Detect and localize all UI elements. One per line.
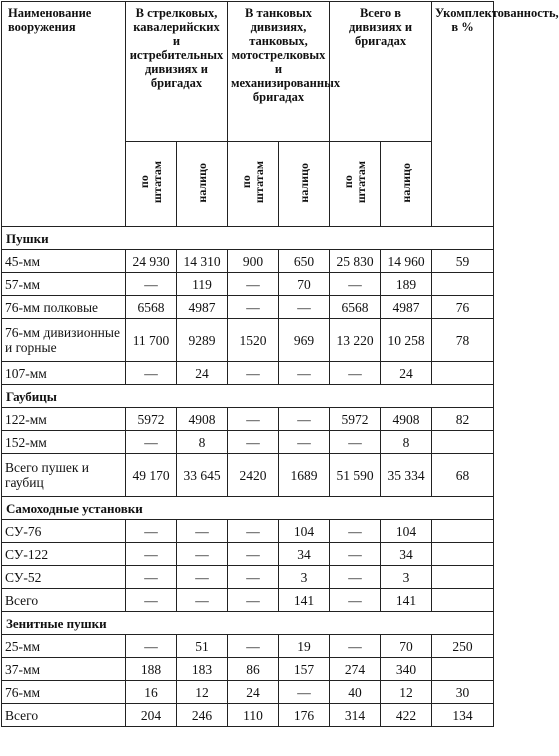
table-row — [2, 296, 494, 319]
cell-value: — — [330, 362, 381, 385]
cell-value: 969 — [279, 319, 330, 362]
cell-value: 5972 — [330, 408, 381, 431]
cell-value: 104 — [279, 520, 330, 543]
cell-value: 246 — [177, 704, 228, 727]
cell-value: 25 830 — [330, 250, 381, 273]
cell-value: — — [330, 273, 381, 296]
cell-value: — — [228, 296, 279, 319]
cell-value: 340 — [381, 658, 432, 681]
table-row — [2, 566, 494, 589]
cell-value: 33 645 — [177, 454, 228, 497]
header-completeness: Укомплектованность, в % — [432, 2, 494, 227]
cell-value: — — [228, 408, 279, 431]
row-label: 25-мм — [2, 635, 126, 658]
cell-value: 1520 — [228, 319, 279, 362]
cell-value: 141 — [381, 589, 432, 612]
table-row — [2, 319, 494, 362]
table-row — [2, 408, 494, 431]
row-label: Всего пушек и гаубиц — [2, 454, 126, 497]
row-label: 76-мм дивизионные и горные — [2, 319, 126, 362]
row-label: 76-мм полковые — [2, 296, 126, 319]
cell-value: — — [228, 362, 279, 385]
row-label: 76-мм — [2, 681, 126, 704]
row-label: 57-мм — [2, 273, 126, 296]
row-label: 152-мм — [2, 431, 126, 454]
cell-value: — — [279, 408, 330, 431]
table-row — [2, 362, 494, 385]
row-label: 122-мм — [2, 408, 126, 431]
cell-value: — — [279, 681, 330, 704]
header-total-divisions: Всего в дивизиях и бригадах — [330, 2, 432, 142]
cell-value: 8 — [177, 431, 228, 454]
cell-percent: 134 — [432, 704, 494, 727]
armament-table — [1, 1, 559, 727]
cell-value: 70 — [381, 635, 432, 658]
table-row — [2, 704, 494, 727]
cell-value: 650 — [279, 250, 330, 273]
cell-value: — — [126, 589, 177, 612]
cell-value: 157 — [279, 658, 330, 681]
row-label: Всего — [2, 589, 126, 612]
cell-value: 34 — [381, 543, 432, 566]
cell-value: 6568 — [330, 296, 381, 319]
subheader-by-staff: по штатам — [228, 142, 279, 227]
row-label: 107-мм — [2, 362, 126, 385]
cell-value: 86 — [228, 658, 279, 681]
cell-value: 19 — [279, 635, 330, 658]
cell-value: 900 — [228, 250, 279, 273]
table-row — [2, 273, 494, 296]
cell-value: 49 170 — [126, 454, 177, 497]
row-label: Всего — [2, 704, 126, 727]
cell-value: 4987 — [177, 296, 228, 319]
subheader-on-hand: налицо — [279, 142, 330, 227]
cell-value: — — [228, 543, 279, 566]
cell-value: 24 — [177, 362, 228, 385]
cell-value: — — [126, 431, 177, 454]
section-self-propelled: Самоходные установки — [2, 497, 494, 520]
cell-value: 13 220 — [330, 319, 381, 362]
cell-value: 314 — [330, 704, 381, 727]
cell-percent — [432, 566, 494, 589]
cell-percent — [432, 362, 494, 385]
cell-value: — — [330, 543, 381, 566]
cell-value: — — [330, 566, 381, 589]
cell-value: — — [126, 362, 177, 385]
cell-value: 5972 — [126, 408, 177, 431]
section-anti-aircraft: Зенитные пушки — [2, 612, 494, 635]
row-label: СУ-76 — [2, 520, 126, 543]
cell-value: 6568 — [126, 296, 177, 319]
cell-value: 1689 — [279, 454, 330, 497]
cell-percent: 250 — [432, 635, 494, 658]
cell-value: 189 — [381, 273, 432, 296]
table-row — [2, 658, 494, 681]
cell-value: 183 — [177, 658, 228, 681]
cell-value: 422 — [381, 704, 432, 727]
cell-value: — — [279, 362, 330, 385]
cell-value: 24 — [381, 362, 432, 385]
cell-value: 14 960 — [381, 250, 432, 273]
cell-value: — — [177, 520, 228, 543]
cell-value: — — [126, 566, 177, 589]
cell-value: — — [279, 431, 330, 454]
row-label: 37-мм — [2, 658, 126, 681]
cell-percent — [432, 273, 494, 296]
section-guns: Пушки — [2, 227, 494, 250]
cell-percent — [432, 658, 494, 681]
subheader-by-staff: по штатам — [126, 142, 177, 227]
cell-value: 34 — [279, 543, 330, 566]
cell-percent: 59 — [432, 250, 494, 273]
cell-value: 16 — [126, 681, 177, 704]
cell-percent: 30 — [432, 681, 494, 704]
subheader-on-hand: налицо — [177, 142, 228, 227]
cell-value: — — [330, 635, 381, 658]
cell-value: — — [126, 273, 177, 296]
row-label: 45-мм — [2, 250, 126, 273]
header-rifle-divisions: В стрелковых, кавалерийских и истребительных дивизиях и бригадах — [126, 2, 228, 142]
cell-percent — [432, 520, 494, 543]
cell-value: 12 — [381, 681, 432, 704]
cell-value: — — [177, 543, 228, 566]
cell-value: 119 — [177, 273, 228, 296]
cell-value: 141 — [279, 589, 330, 612]
cell-value: 70 — [279, 273, 330, 296]
cell-percent — [432, 589, 494, 612]
cell-value: — — [330, 520, 381, 543]
cell-value: — — [330, 431, 381, 454]
cell-value: 3 — [381, 566, 432, 589]
table-row — [2, 543, 494, 566]
cell-value: — — [228, 520, 279, 543]
cell-value: 51 — [177, 635, 228, 658]
cell-value: — — [279, 296, 330, 319]
cell-value: — — [228, 589, 279, 612]
cell-value: 14 310 — [177, 250, 228, 273]
cell-percent: 76 — [432, 296, 494, 319]
cell-percent: 78 — [432, 319, 494, 362]
cell-value: — — [228, 431, 279, 454]
cell-value: — — [228, 566, 279, 589]
cell-value: 8 — [381, 431, 432, 454]
cell-value: 51 590 — [330, 454, 381, 497]
cell-value: 110 — [228, 704, 279, 727]
cell-value: — — [126, 520, 177, 543]
cell-value: — — [330, 589, 381, 612]
table-row — [2, 589, 494, 612]
cell-value: — — [126, 543, 177, 566]
cell-value: — — [177, 589, 228, 612]
cell-value: 11 700 — [126, 319, 177, 362]
table-row — [2, 681, 494, 704]
cell-value: 4908 — [381, 408, 432, 431]
cell-value: 204 — [126, 704, 177, 727]
cell-value: 274 — [330, 658, 381, 681]
cell-value: 188 — [126, 658, 177, 681]
header-tank-divisions: В танковых дивизиях, танковых, мотострелковых и механизированных бригадах — [228, 2, 330, 142]
cell-value: — — [228, 273, 279, 296]
cell-value: 2420 — [228, 454, 279, 497]
table-row — [2, 250, 494, 273]
cell-value: 10 258 — [381, 319, 432, 362]
cell-value: — — [228, 635, 279, 658]
table-row — [2, 520, 494, 543]
subheader-by-staff: по штатам — [330, 142, 381, 227]
cell-value: 3 — [279, 566, 330, 589]
cell-value: 24 930 — [126, 250, 177, 273]
cell-value: 24 — [228, 681, 279, 704]
table-row — [2, 635, 494, 658]
row-label: СУ-52 — [2, 566, 126, 589]
section-howitzers: Гаубицы — [2, 385, 494, 408]
cell-percent — [432, 543, 494, 566]
subheader-on-hand: налицо — [381, 142, 432, 227]
cell-value: — — [126, 635, 177, 658]
row-label: СУ-122 — [2, 543, 126, 566]
cell-value: 4908 — [177, 408, 228, 431]
cell-percent: 68 — [432, 454, 494, 497]
cell-value: 12 — [177, 681, 228, 704]
cell-value: 9289 — [177, 319, 228, 362]
cell-value: 40 — [330, 681, 381, 704]
header-name: Наименование вооружения — [2, 2, 126, 227]
cell-value: 104 — [381, 520, 432, 543]
cell-value: — — [177, 566, 228, 589]
cell-percent: 82 — [432, 408, 494, 431]
table-row — [2, 454, 494, 497]
cell-percent — [432, 431, 494, 454]
cell-value: 4987 — [381, 296, 432, 319]
cell-value: 176 — [279, 704, 330, 727]
cell-value: 35 334 — [381, 454, 432, 497]
table-row — [2, 431, 494, 454]
